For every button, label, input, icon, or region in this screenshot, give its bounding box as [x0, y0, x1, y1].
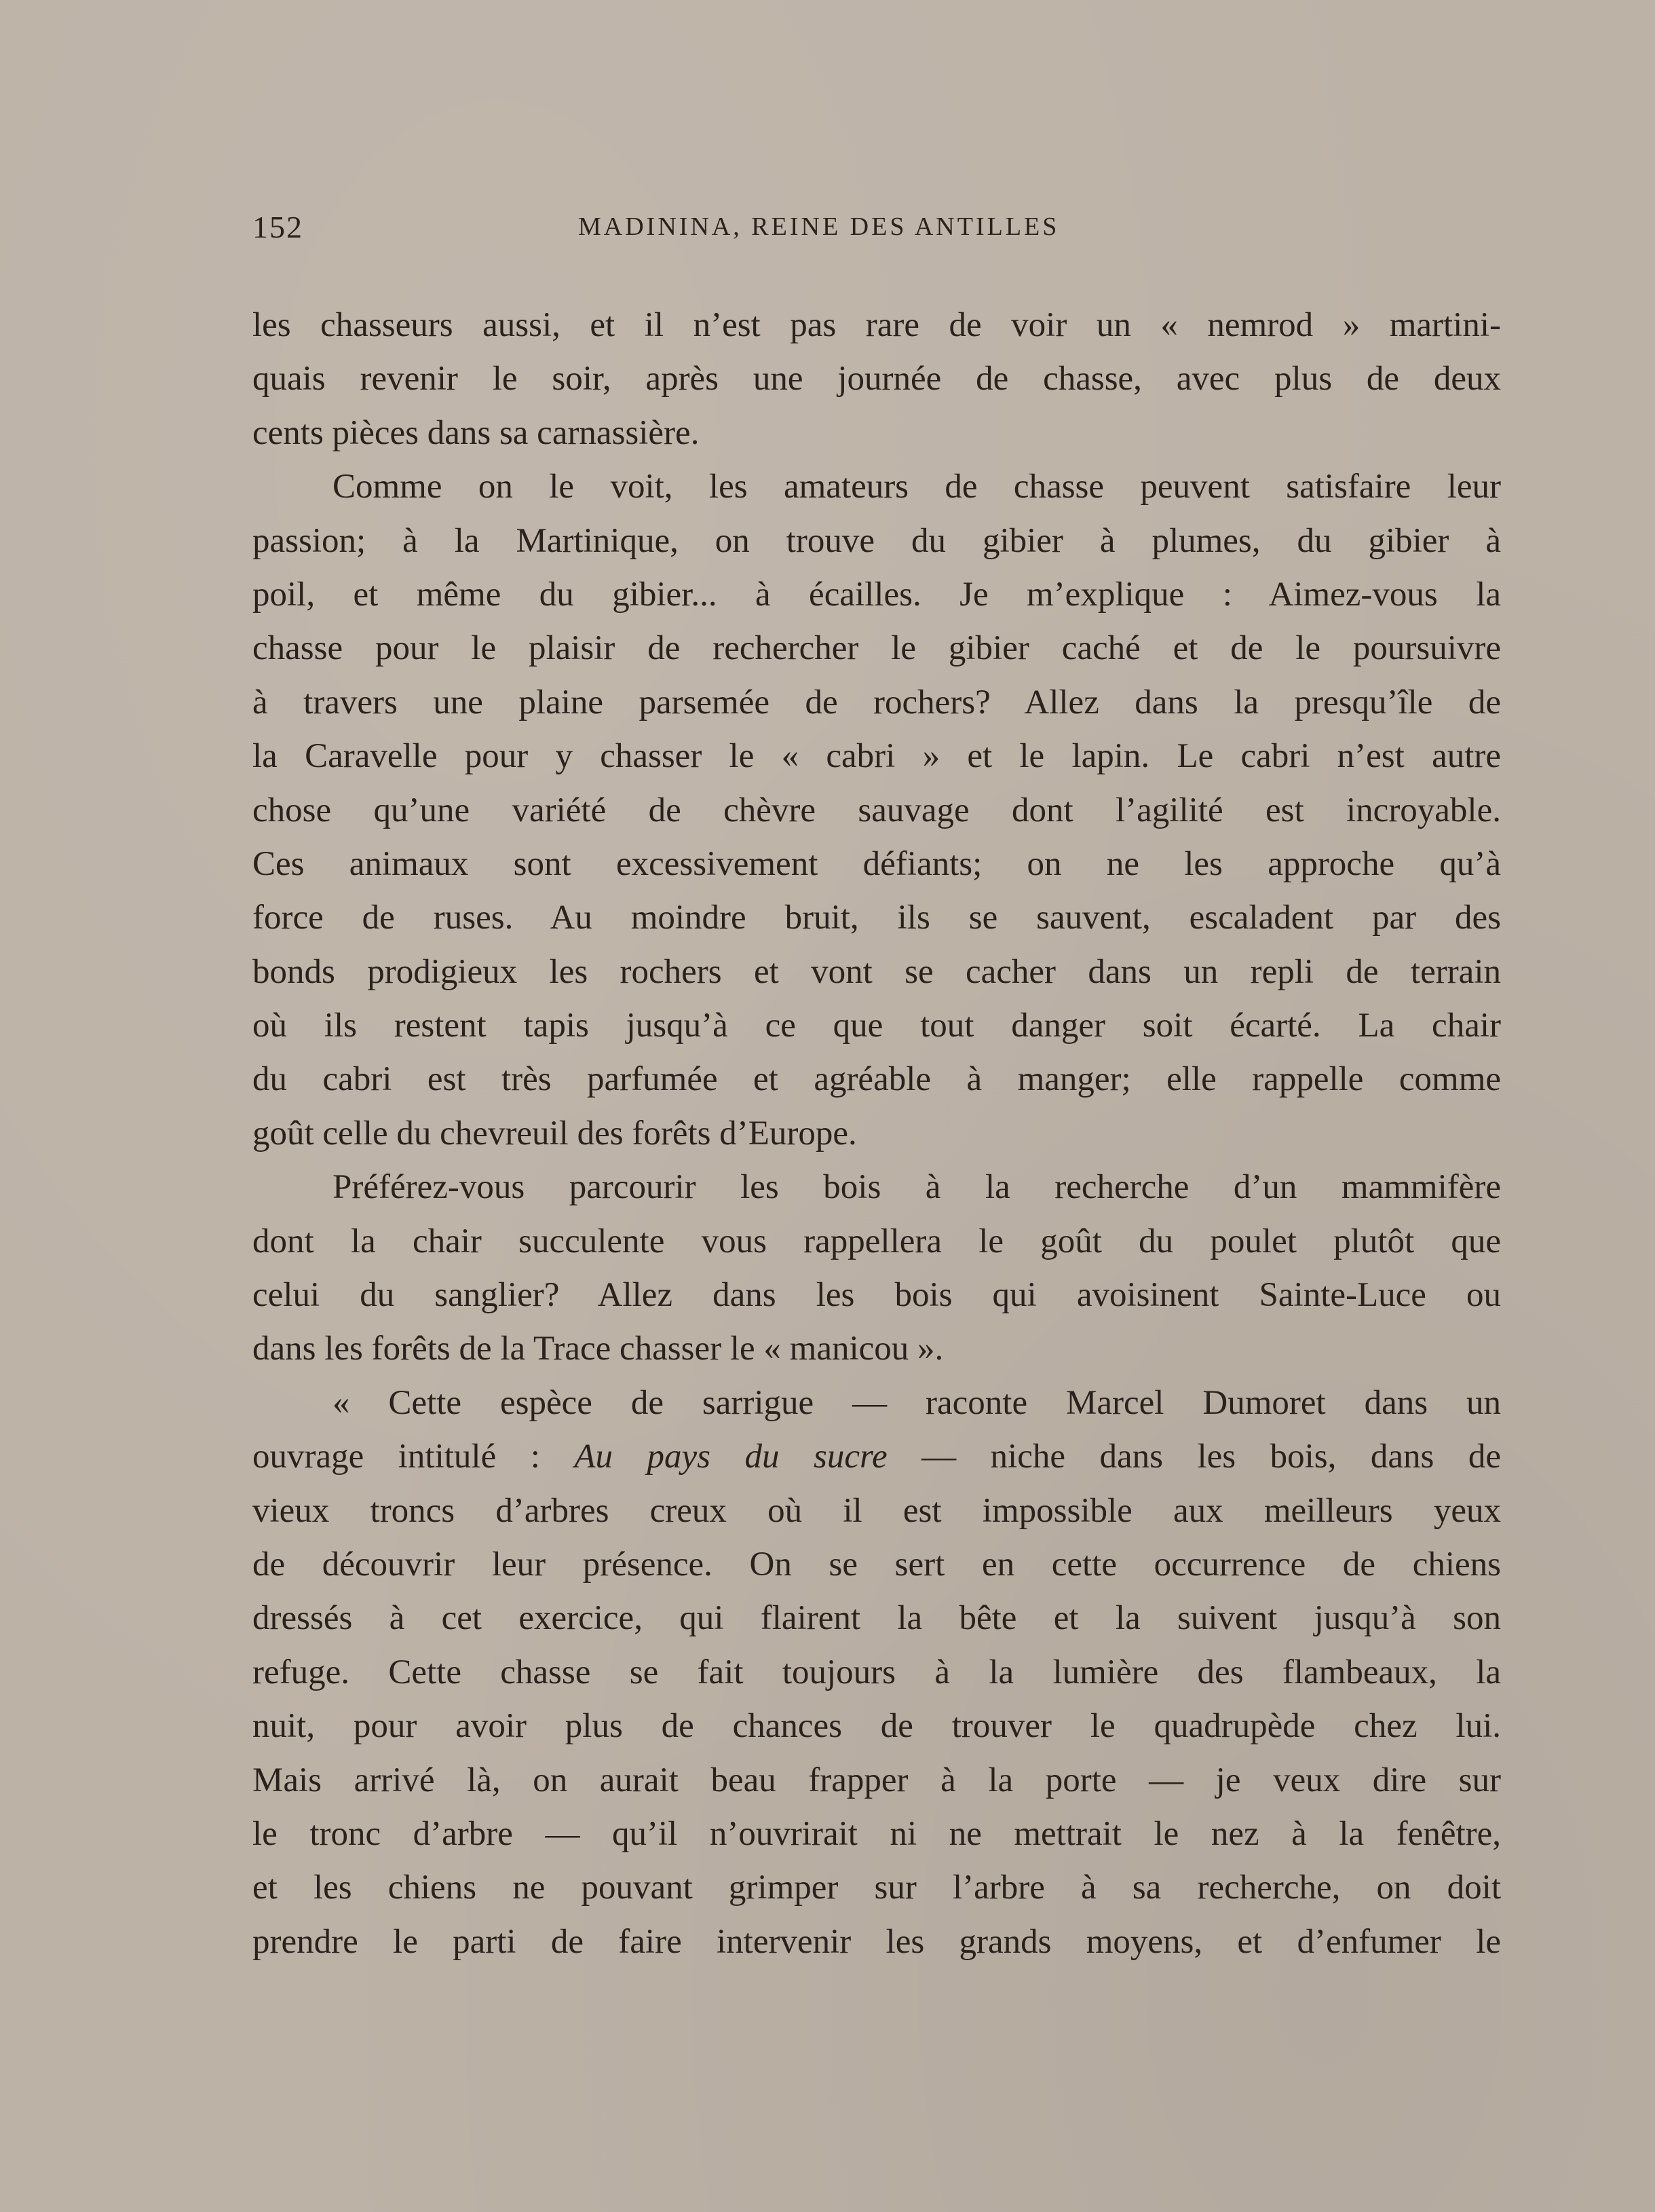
running-title: MADININA, REINE DES ANTILLES	[578, 212, 1060, 241]
body-text	[252, 299, 1501, 1969]
text-line: le tronc d’arbre — qu’il n’ouvrirait ni ne mettrait le nez à la fenêtre,	[252, 1814, 1501, 1853]
page-number: 152	[252, 210, 303, 244]
book-title-italic: Au pays du sucre	[574, 1438, 888, 1476]
text-line: « Cette espèce de sarrigue — raconte Marcel Dumoret dans un	[332, 1383, 1501, 1422]
running-head	[252, 209, 1501, 250]
text-line: du cabri est très parfumée et agréable à manger; elle rappelle comme	[252, 1060, 1501, 1099]
text-line: passion; à la Martinique, on trouve du gibier à plumes, du gibier à	[252, 521, 1501, 560]
text-line: la Caravelle pour y chasser le « cabri » et le lapin. Le cabri n’est autre	[252, 737, 1501, 776]
text-line: chose qu’une variété de chèvre sauvage dont l’agilité est incroyable.	[252, 791, 1501, 829]
text-line: nuit, pour avoir plus de chances de trouver le quadrupède chez lui.	[252, 1707, 1501, 1746]
text-line: dans les forêts de la Trace chasser le « manicou ».	[252, 1330, 944, 1368]
text-line: prendre le parti de faire intervenir les grands moyens, et d’enfumer le	[252, 1922, 1501, 1961]
text-line: vieux troncs d’arbres creux où il est impossible aux meilleurs yeux	[252, 1491, 1501, 1530]
text-run: ouvrage intitulé :	[252, 1438, 575, 1476]
text-run: — niche dans les bois, dans de	[887, 1438, 1501, 1476]
text-line: bonds prodigieux les rochers et vont se cacher dans un repli de terrain	[252, 952, 1501, 991]
text-line: poil, et même du gibier... à écailles. Je m’explique : Aimez-vous la	[252, 575, 1501, 614]
text-line: goût celle du chevreuil des forêts d’Europe.	[252, 1114, 857, 1152]
text-line: force de ruses. Au moindre bruit, ils se sauvent, escaladent par des	[252, 899, 1501, 937]
text-line: celui du sanglier? Allez dans les bois qui avoisinent Sainte-Luce ou	[252, 1276, 1501, 1315]
text-line: chasse pour le plaisir de rechercher le gibier caché et de le poursuivre	[252, 629, 1501, 668]
text-line: les chasseurs aussi, et il n’est pas rare de voir un « nemrod » martini-	[252, 306, 1501, 344]
text-line: Ces animaux sont excessivement défiants; on ne les approche qu’à	[252, 844, 1501, 883]
text-line: Mais arrivé là, on aurait beau frapper à la porte — je veux dire sur	[252, 1761, 1501, 1799]
text-line: Comme on le voit, les amateurs de chasse peuvent satisfaire leur	[332, 468, 1501, 506]
text-line: quais revenir le soir, après une journée de chasse, avec plus de deux	[252, 360, 1501, 398]
text-line: dont la chair succulente vous rappellera le goût du poulet plutôt que	[252, 1222, 1501, 1260]
text-line: et les chiens ne pouvant grimper sur l’arbre à sa recherche, on doit	[252, 1869, 1501, 1907]
text-line: dressés à cet exercice, qui flairent la bête et la suivent jusqu’à son	[252, 1599, 1501, 1638]
text-line: refuge. Cette chasse se fait toujours à la lumière des flambeaux, la	[252, 1653, 1501, 1691]
text-line: à travers une plaine parsemée de rochers? Allez dans la presqu’île de	[252, 683, 1501, 721]
text-line: où ils restent tapis jusqu’à ce que tout danger soit écarté. La chair	[252, 1007, 1501, 1045]
text-line: de découvrir leur présence. On se sert en cette occurrence de chiens	[252, 1545, 1501, 1583]
text-line: Préférez-vous parcourir les bois à la recherche d’un mammifère	[332, 1168, 1501, 1207]
text-line-with-italic	[252, 1430, 1501, 1484]
text-line: cents pièces dans sa carnassière.	[252, 413, 700, 452]
